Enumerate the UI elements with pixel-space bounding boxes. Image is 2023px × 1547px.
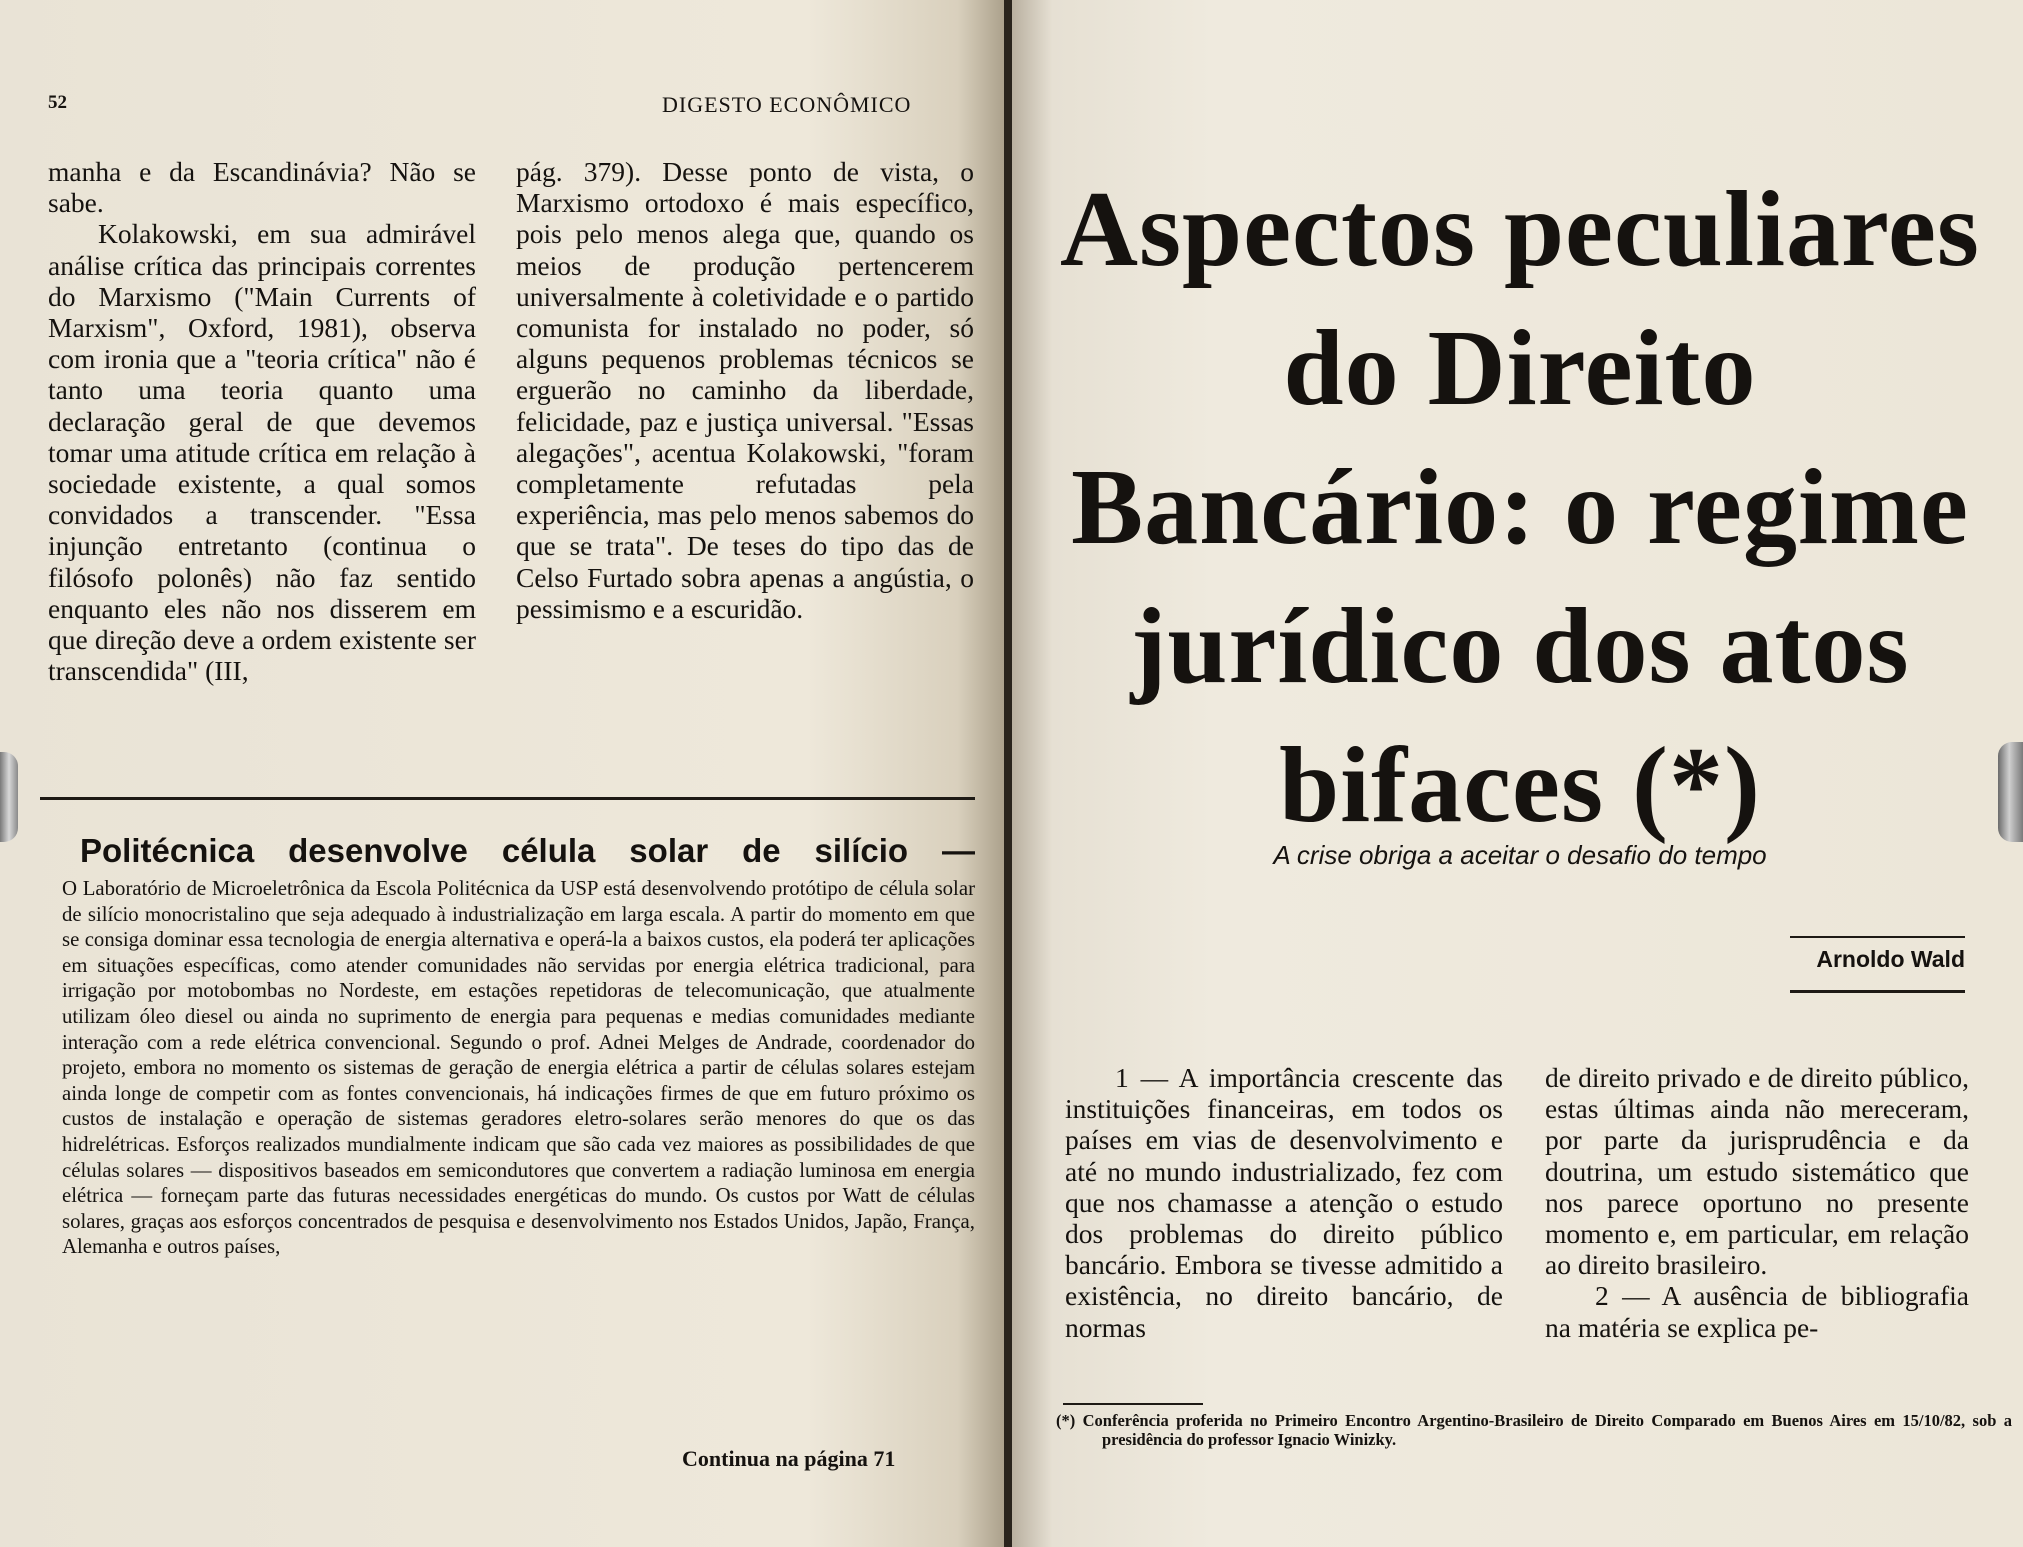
article-author: Arnoldo Wald — [1816, 946, 1965, 972]
paragraph: 1 — A importância crescente das instituições financeiras, em todos os países em vias de desenvolvimento e até no mundo industrializado, fez com que nos chamasse a atenção o estudo dos problemas do direito público bancário. Embora se tivesse admitido a existência, no direito bancário, de normas — [1065, 1062, 1503, 1343]
paragraph: 2 — A ausência de bibliografia na matéria se explica pe- — [1545, 1280, 1969, 1343]
article-column-1 — [1065, 1062, 1503, 1343]
article-title: Aspectos peculiares do Direito Bancário: o regime jurídico dos atos bifaces (*) — [1060, 170, 1980, 845]
paragraph: de direito privado e de direito público, estas últimas ainda não mereceram, por parte da jurisprudência e da doutrina, um estudo sistemático que nos parece oportuno no presente momento e, em particular, em relação ao direito brasileiro. — [1545, 1062, 1969, 1281]
article-column-2 — [516, 156, 974, 624]
binder-clip-icon — [1998, 742, 2023, 842]
article-column-2 — [1545, 1062, 1969, 1343]
footnote: (*) Conferência proferida no Primeiro Encontro Argentino-Brasileiro de Direito Comparado em Buenos Aires em 15/10/82, sob a presidência do professor Ignacio Winizky. — [1056, 1411, 2012, 1449]
paragraph: pág. 379). Desse ponto de vista, o Marxismo ortodoxo é mais específico, pois pelo menos alega que, quando os meios de produção pertencerem universalmente à coletividade e o partido comunista for instalado no poder, só alguns pequenos problemas técnicos se erguerão no caminho da liberdade, felicidade, paz e justiça universal. "Essas alegações", acentua Kolakowski, "foram completamente refutadas pela experiência, mas pelo menos sabemos do que se trata". De teses do tipo das de Celso Furtado sobra apenas a angústia, o pessimismo e a escuridão. — [516, 156, 974, 624]
footnote-rule — [1063, 1403, 1203, 1405]
article-column-1 — [48, 156, 476, 686]
author-rule-bottom — [1790, 990, 1965, 993]
news-body: O Laboratório de Microeletrônica da Escola Politécnica da USP está desenvolvendo protótipo de célula solar de silício monocristalino que seja adequado à industrialização em larga escala. A partir do momento em que se consiga dominar essa tecnologia de energia alternativa e operá-la a baixos custos, ela poderá ter aplicações em situações específicas, como atender comunidades não servidas por energia elétrica tradicional, para irrigação por motobombas no Nordeste, em estações repetidoras de telecomunicação, que atualmente utilizam óleo diesel ou ainda no suprimento de energia para pequenas e medias comunidades mediante interação com a rede elétrica convencional. Segundo o prof. Adnei Melges de Andrade, coordenador do projeto, embora no momento os sistemas de geração de energia elétrica a partir de células solares estejam ainda longe de competir com as fontes convencionais, há indicações firmes de que em futuro próximo os custos de instalação e operação de sistemas geradores eletro-solares serão menores do que os das hidrelétricas. Esforços realizados mundialmente indicam que são cada vez maiores as possibilidades de que células solares — dispositivos baseados em semicondutores que convertem a radiação luminosa em energia elétrica — forneçam parte das futuras necessidades energéticas do mundo. Os custos por Watt de células solares, graças aos esforços concentrados de pesquisa e desenvolvimento nos Estados Unidos, Japão, França, Alemanha e outros países, — [62, 877, 975, 1259]
binder-clip-icon — [0, 752, 18, 842]
running-head: DIGESTO ECONÔMICO — [662, 92, 912, 117]
page-number: 52 — [48, 92, 67, 113]
left-page — [0, 0, 1008, 1547]
section-divider — [40, 797, 975, 800]
news-headline: Politécnica desenvolve célula solar de silício — — [80, 832, 975, 869]
article-subtitle: A crise obriga a aceitar o desafio do tempo — [1273, 840, 1767, 870]
paragraph: Kolakowski, em sua admirável análise crítica das principais correntes do Marxismo ("Main Currents of Marxism", Oxford, 1981), observa com ironia que a "teoria crítica" não é tanto uma teoria quanto uma declaração geral de que devemos tomar uma atitude crítica em relação à sociedade existente, a qual somos convidados a transcender. "Essa injunção entretanto (continua o filósofo polonês) não faz sentido enquanto eles não nos disserem em que direção deve a ordem existente ser transcendida" (III, — [48, 218, 476, 687]
author-rule-top — [1790, 936, 1965, 938]
continuation-note: Continua na página 71 — [682, 1446, 896, 1471]
paragraph: manha e da Escandinávia? Não se sabe. — [48, 156, 476, 219]
